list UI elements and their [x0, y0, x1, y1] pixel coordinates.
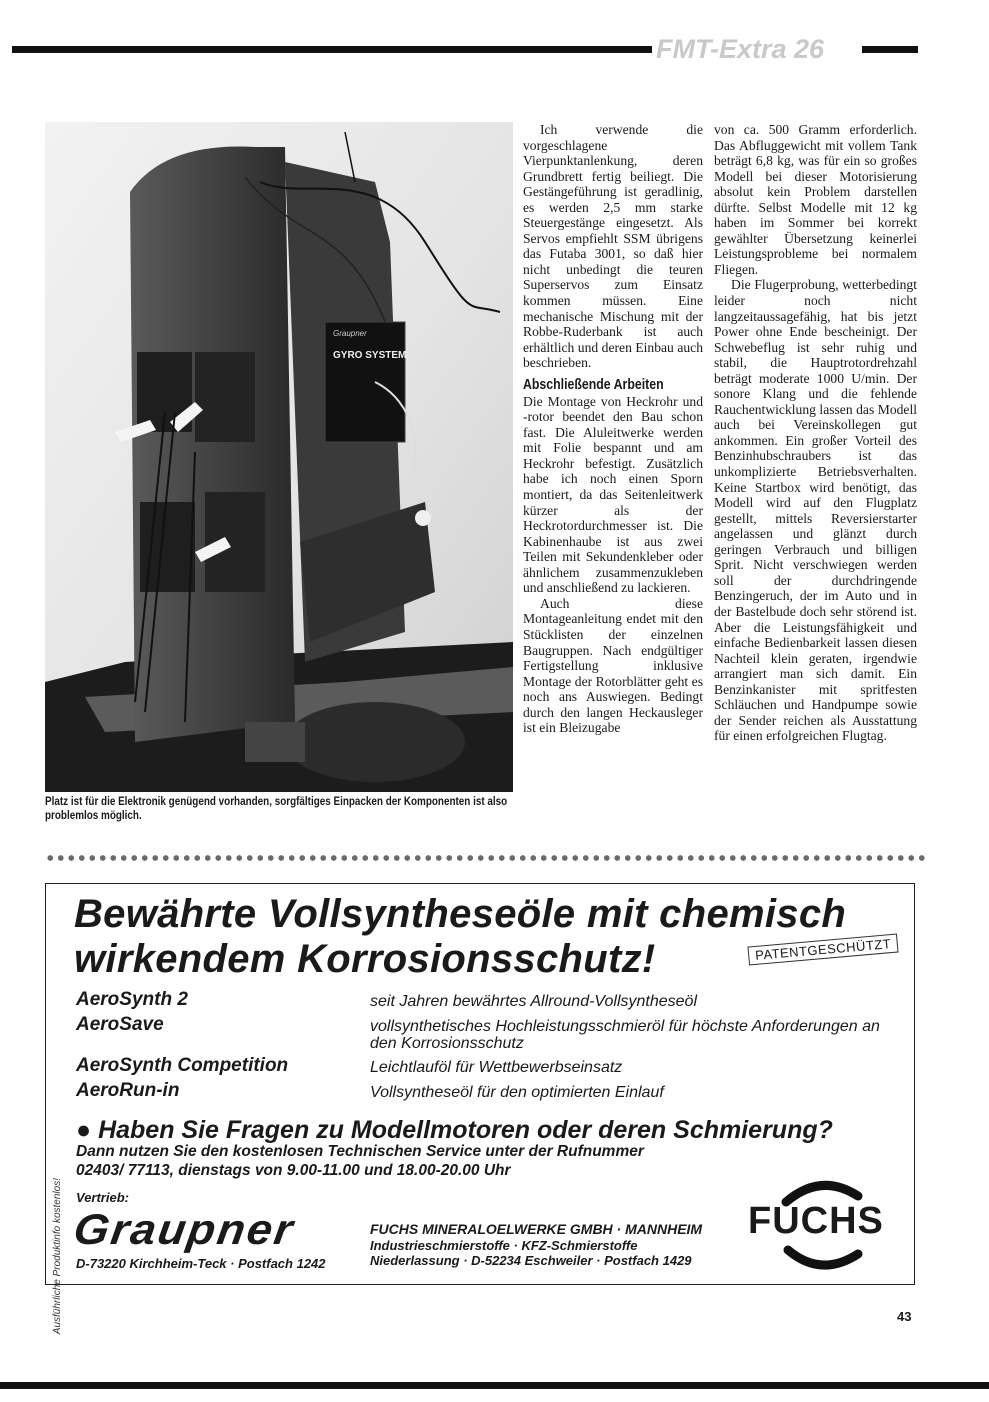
product-name: AeroSynth Competition	[76, 1055, 289, 1076]
ad-contact	[76, 1142, 644, 1180]
patent-badge: PATENTGESCHÜTZT	[747, 933, 898, 965]
article-paragraph: Die Flugerprobung, wetterbedingt leider noch nicht langzeitaussagefähig, hat bis jetzt Power ohne Ende bescheinigt. Der Schwebeflug ist sehr ruhig und stabil, die Hauptrotordrehzahl beträgt moderate 1000 U/min. Der sonore Klang und die fehlende Rauchentwicklung lassen das Modell auch bei Vereinskollegen gut ankommen. Ein großer Vorteil des Benzinhubschraubers ist das unkomplizierte Betriebsverhalten. Keine Startbox wird benötigt, das Modell wird auf den Flugplatz gestellt, mittels Reversierstarter angelassen und glänzt durch geringen Verbrauch und billigen Sprit. Nicht verschwiegen werden soll der durchdringende Benzingeruch, der im Auto und in der Bastelbude doch sehr störend ist. Aber die Leistungsfähigkeit und einfache Bedienbarkeit lassen diesen Nachteil klein geraten, irgendwie arrangiert man sich damit. Ein Benzinkanister mit spritfesten Schläuchen und Handpumpe sowie der Sender reichen als Ausstattung für einen erfolgreichen Flugtag.	[714, 277, 917, 744]
product-desc: Vollsyntheseöl für den optimierten Einlauf	[370, 1084, 664, 1101]
article-column-2	[714, 122, 917, 744]
side-note: Ausführliche Produktinfo kostenlos!	[52, 1178, 63, 1335]
dotted-separator	[45, 853, 925, 863]
ad-headline-line-1: Bewährte Vollsyntheseöle mit chemisch	[74, 892, 847, 936]
graupner-address: D-73220 Kirchheim-Teck · Postfach 1242	[76, 1256, 326, 1271]
ad-question	[76, 1116, 833, 1145]
article-paragraph: Auch diese Montageanleitung endet mit den Stücklisten der einzelnen Baugruppen. Nach endgültiger Fertigstellung inklusive Montage der Rotorblätter geht es noch ans Auswiegen. Bedingt durch den langen Heckausleger ist ein Bleizugabe	[523, 595, 703, 736]
section-heading: Abschließende Arbeiten	[523, 376, 664, 393]
header-rule-left	[12, 46, 652, 53]
header-label: FMT-Extra 26	[656, 34, 825, 64]
contact-line-2: 02403/ 77113, dienstags von 9.00-11.00 und 18.00-20.00 Uhr	[76, 1162, 511, 1179]
ad-headline-line-2: wirkendem Korrosionsschutz!	[74, 937, 656, 981]
fuchs-line-3: Niederlassung · D-52234 Eschweiler · Postfach 1429	[370, 1253, 692, 1268]
article-paragraph: von ca. 500 Gramm erforderlich. Das Abfluggewicht mit vollem Tank beträgt 6,8 kg, was für ein so großes Modell bei dieser Motorisierung absolut kein Problem darstellen dürfte. Selbst Modelle mit 12 kg haben im Sommer bei korrekt gewählter Übersetzung keinerlei Leistungsprobleme bei normalem Fliegen.	[714, 122, 917, 277]
product-desc: Leichtlauföl für Wettbewerbseinsatz	[370, 1059, 623, 1076]
fuchs-logo: FUCHS	[748, 1200, 884, 1242]
fuchs-company: FUCHS MINERALOELWERKE GMBH · MANNHEIM	[370, 1221, 703, 1237]
product-desc: vollsynthetisches Hochleistungsschmieröl für höchste Anforderungen an den Korrosionsschutz	[370, 1018, 880, 1052]
article-paragraph: Ich verwende die vorgeschlagene Vierpunktanlenkung, deren Grundbrett fertig beiliegt. Die Gestängeführung ist geradlinig, es werden 2,5 mm starke Steuergestänge eingesetzt. Als Servos empfiehlt SSM übrigens das Futaba 3001, so daß hier nicht unbedingt die teuren Superservos zum Einsatz kommen müssen. Eine mechanische Mischung mit der Robbe-Ruderbank ist auch erhältlich und deren Einbau auch beschrieben.	[523, 122, 703, 371]
product-name: AeroSynth 2	[76, 989, 188, 1010]
vertrieb-label: Vertrieb:	[76, 1190, 129, 1205]
graupner-logo: Graupner	[70, 1206, 298, 1254]
page-number: 43	[897, 1309, 912, 1324]
article-column-1	[523, 122, 703, 736]
footer-rule	[0, 1382, 989, 1389]
article-photo	[45, 122, 513, 792]
product-name: AeroRun-in	[76, 1080, 180, 1101]
fuchs-info	[370, 1222, 702, 1269]
contact-line-1: Dann nutzen Sie den kostenlosen Technischen Service unter der Rufnummer	[76, 1143, 644, 1160]
header-rule-right	[862, 46, 918, 53]
gyro-brand: Graupner	[333, 329, 367, 338]
photo-caption: Platz ist für die Elektronik genügend vorhanden, sorgfältiges Einpacken der Komponenten ist also problemlos möglich.	[45, 796, 508, 822]
product-name: AeroSave	[76, 1014, 164, 1035]
article-paragraph: Die Montage von Heckrohr und -rotor beendet den Bau schon fast. Die Aluleitwerke werden mit Folie bespannt und am Heckrohr befestigt. Zusätzlich habe ich noch einen Sporn montiert, da das Seitenleitwerk kürzer als der Heckrotordurchmesser ist. Die Kabinenhaube ist aus zwei Teilen mit Sekundenkleber oder ähnlichem zusammenzukleben und anschließend zu lackieren.	[523, 393, 703, 596]
ad-headline	[74, 892, 846, 982]
bullet-dot-icon: ●	[76, 1116, 92, 1144]
product-desc: seit Jahren bewährtes Allround-Vollsyntheseöl	[370, 993, 697, 1010]
gyro-label: GYRO SYSTEM	[333, 350, 407, 361]
fuchs-line-2: Industrieschmierstoffe · KFZ-Schmierstoffe	[370, 1237, 638, 1253]
ad-question-text: Haben Sie Fragen zu Modellmotoren oder deren Schmierung?	[98, 1116, 833, 1144]
